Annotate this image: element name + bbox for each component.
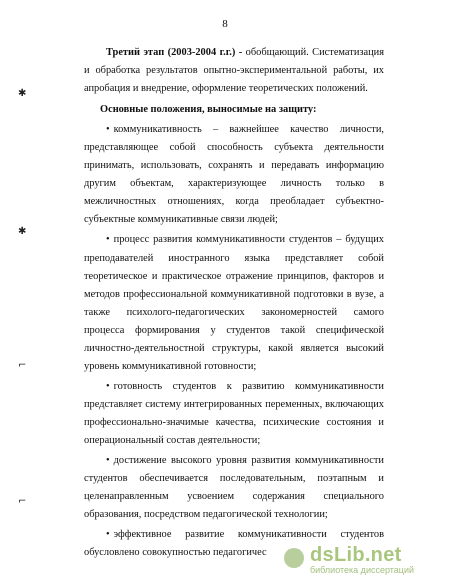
bullet-text: достижение высокого уровня развития коммуникативности студентов обеспечивается последовательным, поэтапным и целенаправленным усвоением содержания специального образования, посредством педагогической технологии; (84, 455, 384, 521)
watermark (310, 544, 440, 574)
bullet-marker: • (106, 529, 110, 541)
stage-lead: Третий этап (2003-2004 г.г.) - (106, 47, 243, 58)
bullet-item (84, 452, 384, 524)
watermark-subtitle: библиотека диссертаций (310, 565, 415, 575)
bullet-text: готовность студентов к развитию коммуникативности представляет систему интегрированных переменных, включающих профессионально-значимые качества, психические состояния и операциональный состав деятельности; (84, 380, 384, 446)
bullet-marker: • (106, 234, 110, 246)
watermark-title: dsLib.net (310, 544, 402, 566)
stage-text: обобщающий. Систематизация и обработка результатов опытно-экспериментальной работы, их апробация и внедрение, оформление теоретических положений. (84, 47, 384, 95)
page-number: 8 (222, 18, 228, 30)
bullet-marker: • (106, 380, 110, 392)
bullet-text: эффективное развитие коммуникативности студентов обусловлено совокупностью педагогичес (84, 529, 384, 559)
bullet-text: коммуникативность – важнейшее качество личности, представляющее собой способность субъекта деятельности принимать, использовать, сохранять и передавать информацию другим объектам, характеризующее личность только в межличностных отношениях, когда преобладает субъектно-субъектные коммуникативные связи людей; (84, 124, 384, 226)
margin-mark: ⌐ (18, 496, 27, 507)
margin-mark: ✱ (18, 226, 27, 237)
bullet-item (84, 121, 384, 229)
intro-paragraph (84, 44, 384, 98)
bullet-marker: • (106, 455, 110, 467)
margin-mark: ⌐ (18, 360, 27, 371)
watermark-logo-icon (284, 548, 304, 568)
margin-mark: ✱ (18, 88, 27, 99)
bullet-item (84, 231, 384, 375)
bullet-marker: • (106, 124, 110, 136)
bullet-text: процесс развития коммуникативности студентов – будущих преподавателей иностранного языка представляет собой теоретическое и практическое отражение принципов, факторов и методов профессиональной коммуникативной подготовки в вузе, а также психолого-педагогических закономерностей самого процесса формирования у студентов такой специфической личностно-деятельностной структуры, какой является высокий уровень коммуникативной готовности; (84, 234, 384, 372)
section-heading: Основные положения, выносимые на защиту: (100, 104, 317, 116)
bullet-item (84, 378, 384, 450)
document-body (84, 44, 384, 562)
